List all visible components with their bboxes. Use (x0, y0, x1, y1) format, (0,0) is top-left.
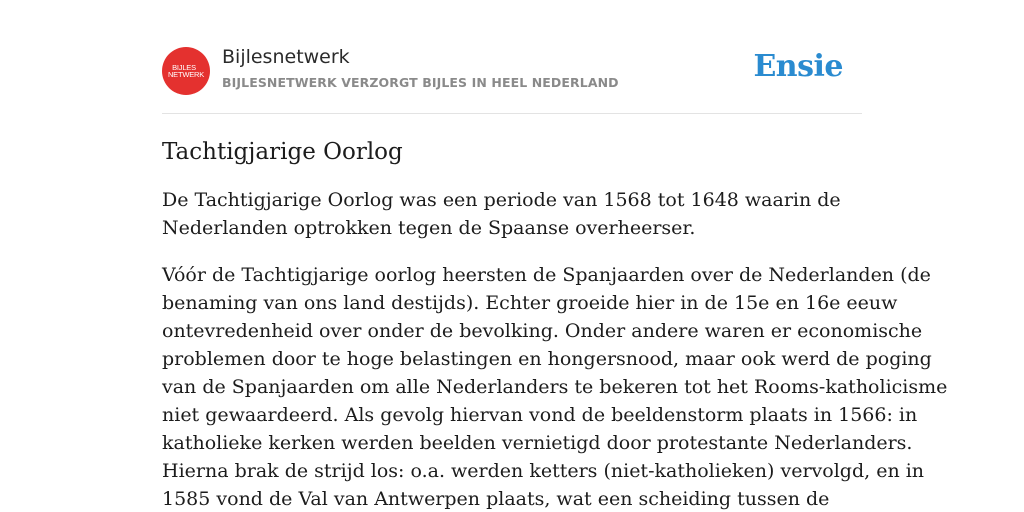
paragraph-line: Nederlanden optrokken tegen de Spaanse overheerser. (162, 217, 696, 239)
article-paragraph-2 (162, 261, 948, 512)
paragraph-line: van de Spanjaarden om alle Nederlanders te bekeren tot het Rooms-katholicisme (162, 376, 948, 398)
article (162, 136, 948, 512)
logo-text-line1: BIJLES (172, 63, 196, 72)
bijlesnetwerk-logo[interactable] (162, 47, 210, 95)
paragraph-line: De Tachtigjarige Oorlog was een periode van 1568 tot 1648 waarin de (162, 189, 841, 211)
site-tagline: BIJLESNETWERK VERZORGT BIJLES IN HEEL NEDERLAND (222, 75, 619, 90)
article-title: Tachtigjarige Oorlog (162, 139, 403, 165)
site-name[interactable]: Bijlesnetwerk (222, 46, 350, 68)
paragraph-line: ontevredenheid over onder de bevolking. Onder andere waren er economische (162, 320, 923, 342)
paragraph-line: Vóór de Tachtigjarige oorlog heersten de Spanjaarden over de Nederlanden (de (162, 264, 931, 286)
paragraph-line: benaming van ons land destijds). Echter groeide hier in de 15e en 16e eeuw (162, 292, 898, 314)
article-paragraph-1 (162, 186, 866, 242)
paragraph-line: 1585 vond de Val van Antwerpen plaats, wat een scheiding tussen de (162, 488, 830, 510)
logo-text-line2: NETWERK (167, 70, 205, 79)
paragraph-line: Hierna brak de strijd los: o.a. werden ketters (niet-katholieken) vervolgd, en in (162, 460, 925, 482)
paragraph-line: problemen door te hoge belastingen en hongersnood, maar ook werd de poging (162, 348, 932, 370)
paragraph-line: niet gewaardeerd. Als gevolg hiervan vond de beeldenstorm plaats in 1566: in (162, 404, 918, 426)
ensie-brand-link[interactable]: Ensie (753, 49, 843, 84)
site-header (162, 40, 862, 114)
paragraph-line: katholieke kerken werden beelden vernietigd door protestante Nederlanders. (162, 432, 913, 454)
